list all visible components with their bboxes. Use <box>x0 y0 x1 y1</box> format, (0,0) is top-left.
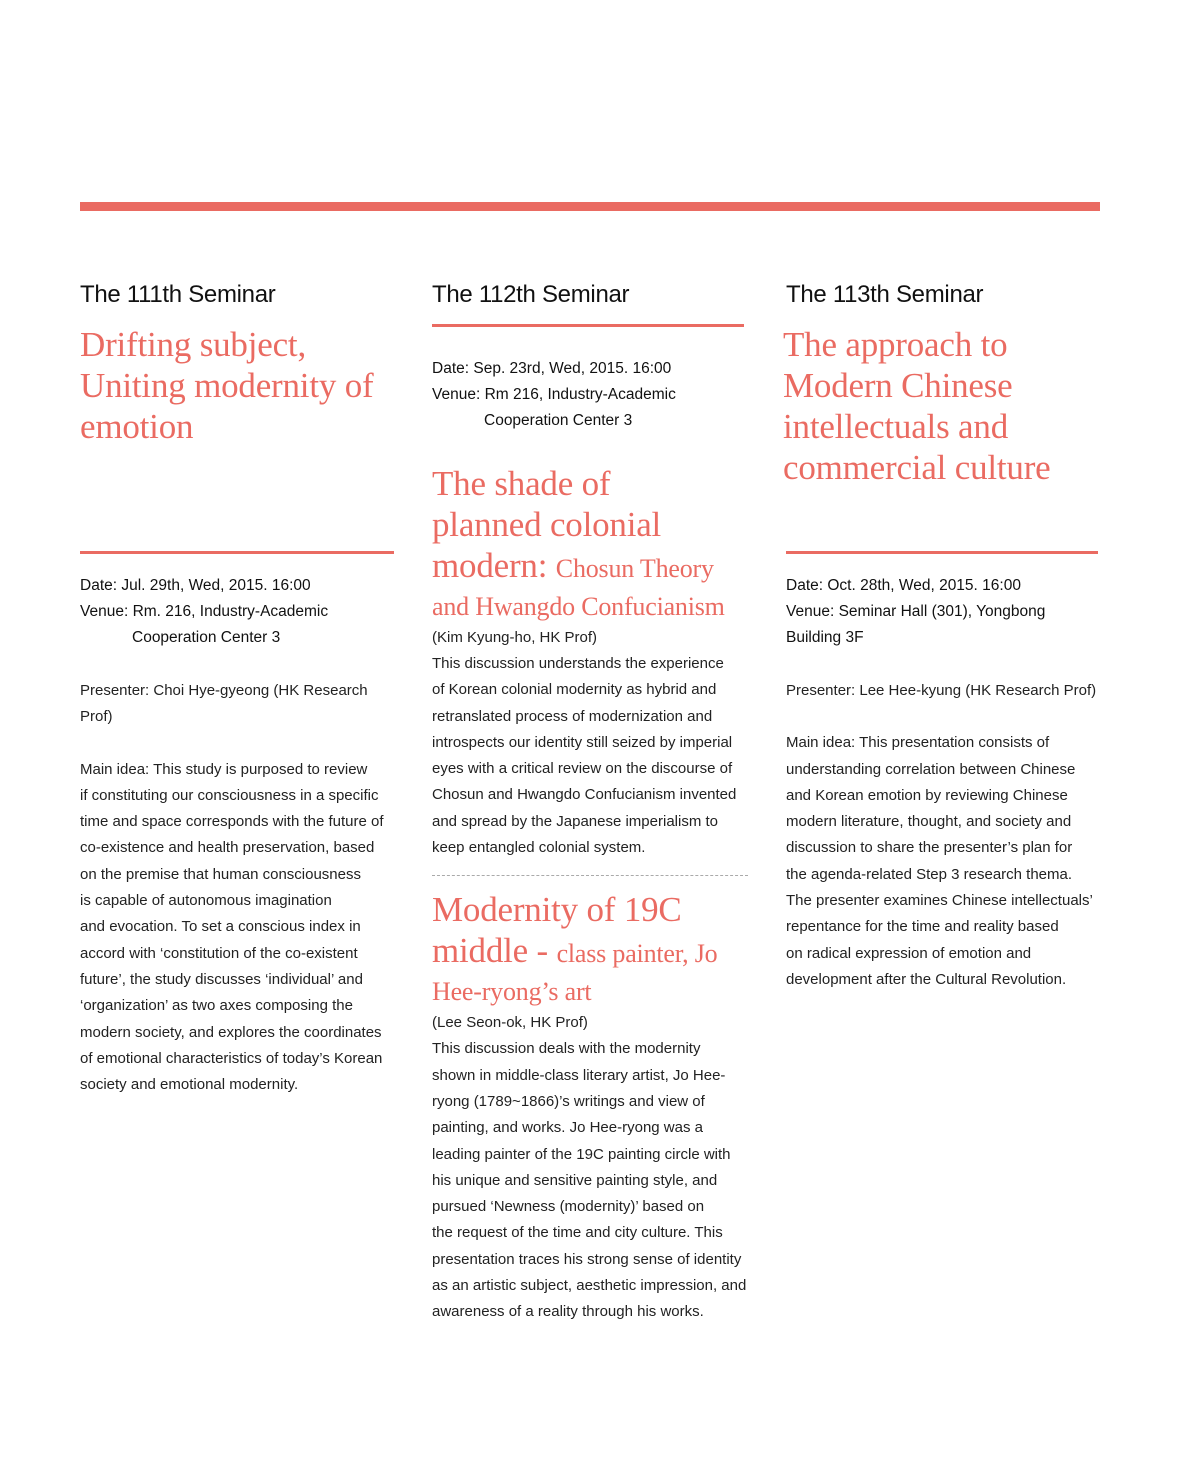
talk-presenter: (Lee Seon-ok, HK Prof) <box>432 1014 588 1032</box>
presenter: Presenter: Lee Hee-kyung (HK Research Prof) <box>786 682 1097 699</box>
seminar-number: The 113th Seminar <box>786 281 984 308</box>
seminar-meta: Date: Sep. 23rd, Wed, 2015. 16:00 Venue: Rm 216, Industry-Academic Cooperation Center 3 <box>432 356 748 434</box>
date-line: Date: Jul. 29th, Wed, 2015. 16:00 <box>80 577 311 594</box>
presenter: Presenter: Choi Hye-gyeong (HK Research Prof) <box>80 682 368 726</box>
talk-divider <box>432 875 748 876</box>
venue-line: Venue: Rm 216, Industry-Academic <box>432 386 676 403</box>
seminar-number: The 111th Seminar <box>80 281 276 308</box>
main-idea: Main idea: This study is purposed to review if constituting our consciousness in a specific time and space corresponds with the future of co-existence and health preservation, based on the premise that human consciousness is capable of autonomous imagination and evocation. To set a conscious index in accord with ‘constitution of the co-existent future’, the study discusses ‘individual’ and ‘organization’ as two axes composing the modern society, and explores the coordinates of emotional characteristics of today’s Korean society and emotional modernity. <box>80 760 384 1094</box>
seminar-title: Drifting subject, Uniting modernity of emotion <box>80 325 374 446</box>
talk-presenter: (Kim Kyung-ho, HK Prof) <box>432 629 598 646</box>
seminar-meta: Date: Oct. 28th, Wed, 2015. 16:00 Venue: Seminar Hall (301), Yongbong Building 3F <box>786 573 1098 651</box>
section-rule <box>80 551 394 554</box>
talk-body: This discussion deals with the modernity shown in middle-class literary artist, Jo Hee- ryong (1789~1866)’s writings and view of painting, and works. Jo Hee-ryong was a leading painter of the 19C painting circle with his unique and sensitive painting style, and pursued ‘Newness (modernity)’ based on the request of the time and city culture. This presentation traces his strong sense of identity as an artistic subject, aesthetic impression, and awareness of a reality through his works. <box>432 1040 747 1321</box>
date-line: Date: Sep. 23rd, Wed, 2015. 16:00 <box>432 360 672 377</box>
seminar-112-column <box>432 278 748 1326</box>
seminar-number: The 112th Seminar <box>432 281 630 308</box>
talk-title: Modernity of 19C middle - class painter, Jo Hee-ryong’s art <box>432 890 718 1007</box>
date-line: Date: Oct. 28th, Wed, 2015. 16:00 <box>786 577 1021 594</box>
section-rule <box>432 324 744 327</box>
venue-line: Venue: Seminar Hall (301), Yongbong <box>786 603 1046 620</box>
seminar-title: The approach to Modern Chinese intellectuals and commercial culture <box>783 325 1051 487</box>
talk-body: This discussion understands the experience of Korean colonial modernity as hybrid and retranslated process of modernization and introspects our identity still seized by imperial eyes with a critical review on the discourse of Chosun and Hwangdo Confucianism invented and spread by the Japanese imperialism to keep entangled colonial system. <box>432 655 737 857</box>
venue-line: Venue: Rm. 216, Industry-Academic <box>80 603 329 620</box>
main-idea: Main idea: This presentation consists of understanding correlation between Chinese and Korean emotion by reviewing Chinese modern literature, thought, and society and discussion to share the presenter’s plan for the agenda-related Step 3 research thema. The presenter examines Chinese intellectuals’ repentance for the time and reality based on radical expression of emotion and development after the Cultural Revolution. <box>786 734 1093 988</box>
seminar-111-column <box>80 278 394 1098</box>
top-accent-rule <box>80 202 1100 211</box>
talk-title: The shade of planned colonial modern: Chosun Theory and Hwangdo Confucianism <box>432 464 725 621</box>
seminar-meta: Date: Jul. 29th, Wed, 2015. 16:00 Venue: Rm. 216, Industry-Academic Cooperation Center 3 <box>80 573 394 651</box>
section-rule <box>786 551 1098 554</box>
seminar-113-column <box>783 278 1098 993</box>
